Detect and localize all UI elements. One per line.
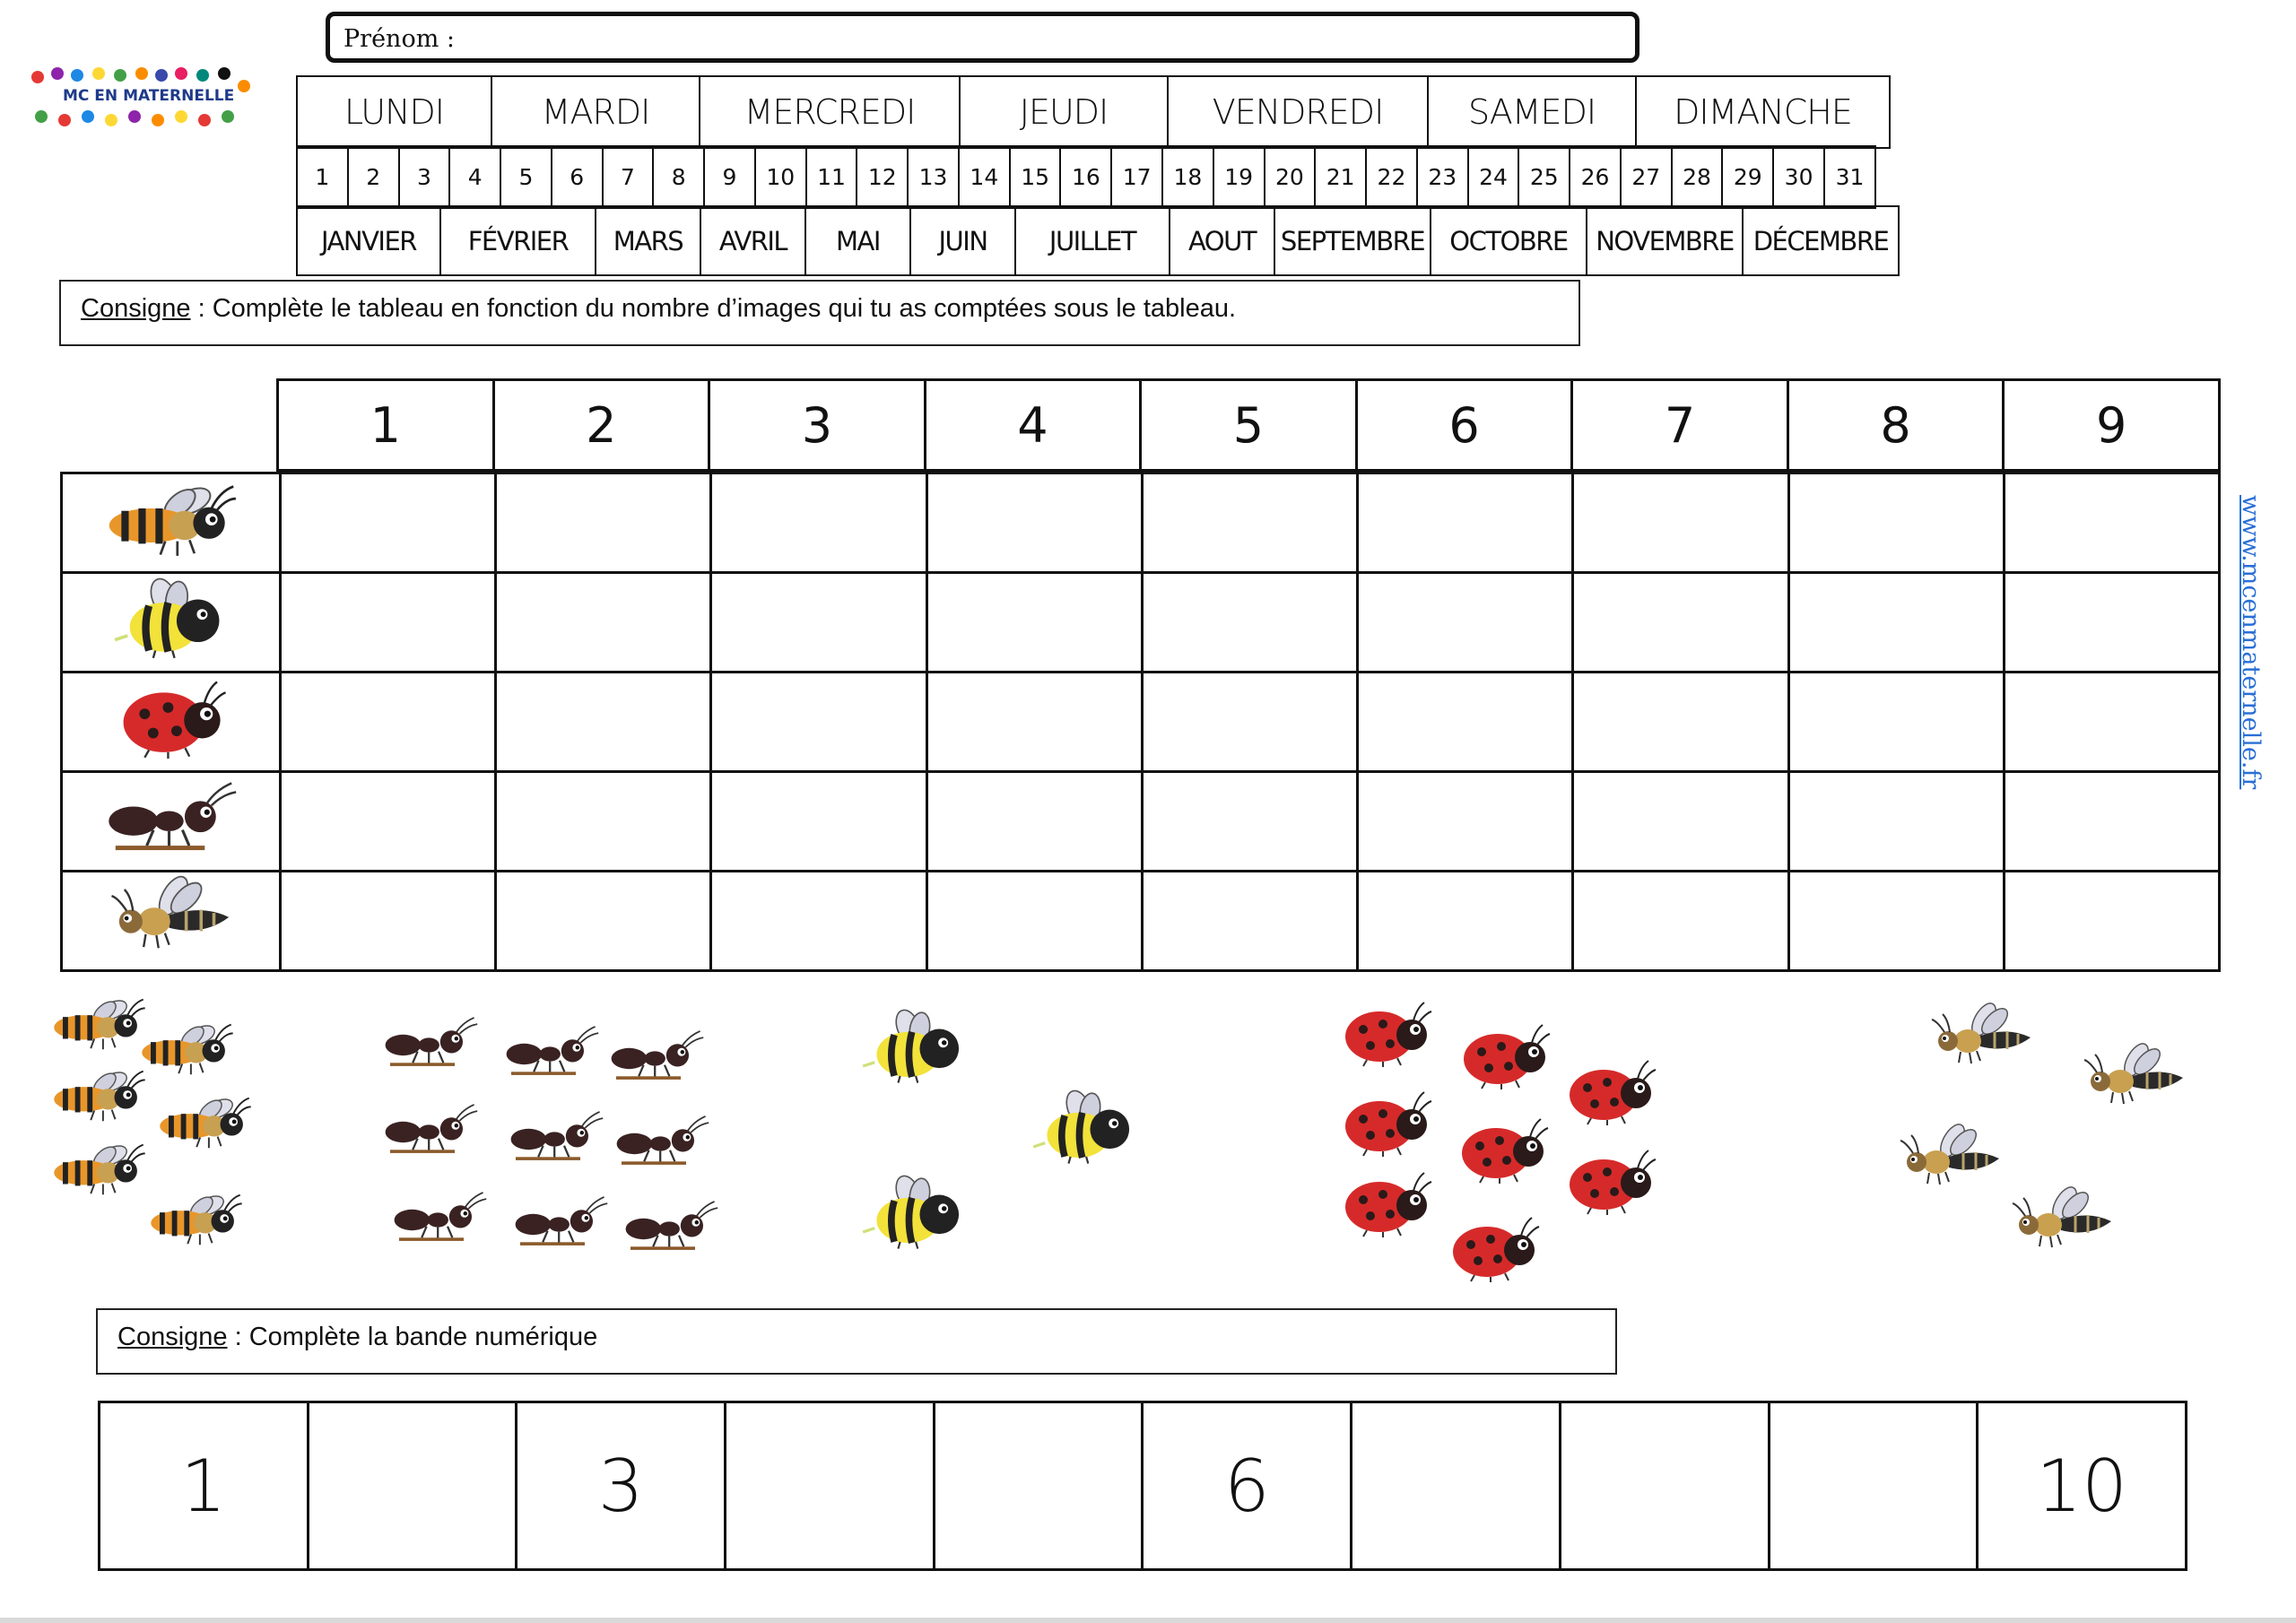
grid-cell[interactable] — [1788, 872, 2004, 971]
grid-cell[interactable] — [496, 473, 711, 573]
band-number: 3 — [517, 1402, 726, 1570]
grid-cell[interactable] — [711, 473, 926, 573]
grid-cell[interactable] — [926, 673, 1142, 772]
grid-cell[interactable] — [926, 772, 1142, 872]
grid-cell[interactable] — [1358, 473, 1573, 573]
calendar-date[interactable]: 8 — [653, 146, 704, 208]
calendar-day: SAMEDI — [1428, 76, 1636, 148]
band-empty-cell[interactable] — [726, 1402, 935, 1570]
calendar-date[interactable]: 19 — [1213, 146, 1265, 208]
instruction-text: : Complète le tableau en fonction du nombre d’images qui tu as comptées sous le tableau. — [190, 294, 1237, 323]
ant-icon — [603, 1022, 710, 1087]
bee-icon — [1928, 1000, 2036, 1072]
logo — [27, 63, 256, 135]
ant-icon — [507, 1188, 614, 1253]
grid-cell[interactable] — [1358, 573, 1573, 673]
number-band — [98, 1401, 2187, 1571]
calendar-date[interactable]: 14 — [959, 146, 1010, 208]
grid-cell[interactable] — [496, 673, 711, 772]
grid-cell[interactable] — [1788, 473, 2004, 573]
calendar-date[interactable]: 18 — [1162, 146, 1213, 208]
calendar-date[interactable]: 22 — [1366, 146, 1417, 208]
wasp-icon — [45, 1132, 152, 1202]
grid-cell[interactable] — [1788, 573, 2004, 673]
calendar-date[interactable]: 4 — [449, 146, 500, 208]
bumblebee-icon — [100, 574, 243, 659]
grid-row — [62, 573, 2220, 673]
calendar-month[interactable]: MAI — [805, 206, 910, 275]
band-empty-cell[interactable] — [308, 1402, 517, 1570]
ant-icon — [608, 1107, 716, 1172]
wasp-icon — [151, 1085, 258, 1155]
bumblebee-icon — [861, 1004, 969, 1085]
calendar-day: MARDI — [491, 76, 700, 148]
calendar-day: JEUDI — [960, 76, 1168, 148]
grid-row — [62, 673, 2220, 772]
grid-cell[interactable] — [281, 573, 496, 673]
calendar-date[interactable]: 3 — [399, 146, 450, 208]
instruction-2 — [96, 1308, 1617, 1375]
grid-cell[interactable] — [281, 473, 496, 573]
grid-cell[interactable] — [711, 772, 926, 872]
ant-icon — [100, 773, 243, 858]
calendar-month[interactable]: MARS — [596, 206, 700, 275]
calendar-month[interactable]: JUILLET — [1015, 206, 1170, 275]
grid-cell[interactable] — [711, 872, 926, 971]
calendar-date[interactable]: 28 — [1672, 146, 1723, 208]
calendar-date[interactable]: 15 — [1010, 146, 1061, 208]
count-grid — [60, 472, 2221, 972]
calendar-date[interactable]: 2 — [348, 146, 399, 208]
bee-icon — [1897, 1121, 2005, 1193]
grid-column-header: 9 — [2004, 380, 2220, 471]
grid-cell[interactable] — [1358, 872, 1573, 971]
website-link[interactable] — [2233, 495, 2269, 790]
calendar-month[interactable]: SEPTEMBRE — [1274, 206, 1431, 275]
calendar-month[interactable]: JANVIER — [297, 206, 440, 275]
grid-column-header: 2 — [493, 380, 709, 471]
calendar-date[interactable]: 27 — [1621, 146, 1672, 208]
grid-cell[interactable] — [1573, 673, 1788, 772]
grid-row — [62, 772, 2220, 872]
prenom-label: Prénom : — [344, 25, 455, 53]
calendar-date[interactable]: 11 — [806, 146, 857, 208]
grid-cell[interactable] — [1142, 772, 1357, 872]
grid-row-icon — [62, 673, 281, 772]
grid-cell[interactable] — [926, 872, 1142, 971]
grid-cell[interactable] — [496, 573, 711, 673]
instruction-label: Consigne — [81, 294, 191, 323]
calendar-date[interactable]: 9 — [704, 146, 755, 208]
grid-cell[interactable] — [2004, 772, 2219, 872]
calendar-day: MERCREDI — [700, 76, 960, 148]
calendar-month[interactable]: AOUT — [1170, 206, 1274, 275]
calendar-day: LUNDI — [297, 76, 491, 148]
calendar-month[interactable]: JUIN — [910, 206, 1015, 275]
grid-row — [62, 473, 2220, 573]
grid-cell[interactable] — [281, 673, 496, 772]
bee-icon — [2009, 1184, 2117, 1255]
grid-column-header: 7 — [1572, 380, 1788, 471]
calendar-date[interactable]: 5 — [500, 146, 552, 208]
calendar-month[interactable]: OCTOBRE — [1431, 206, 1587, 275]
wasp-icon — [142, 1182, 249, 1252]
grid-cell[interactable] — [1573, 573, 1788, 673]
grid-cell[interactable] — [926, 473, 1142, 573]
calendar-date[interactable]: 23 — [1417, 146, 1468, 208]
calendar-date[interactable]: 17 — [1111, 146, 1162, 208]
grid-column-header: 5 — [1141, 380, 1357, 471]
ladybug-icon — [1336, 1085, 1435, 1157]
calendar-date[interactable]: 31 — [1824, 146, 1875, 208]
band-number: 1 — [100, 1402, 309, 1570]
grid-cell[interactable] — [2004, 872, 2219, 971]
grid-column-header: 6 — [1356, 380, 1572, 471]
ant-icon — [498, 1018, 605, 1082]
bee-icon — [2081, 1040, 2188, 1112]
calendar-month[interactable]: DÉCEMBRE — [1743, 206, 1899, 275]
grid-cell[interactable] — [1358, 673, 1573, 772]
ant-icon — [617, 1193, 725, 1257]
calendar-month[interactable]: NOVEMBRE — [1587, 206, 1743, 275]
ladybug-icon — [1444, 1211, 1543, 1282]
ladybug-icon — [1561, 1054, 1659, 1125]
calendar-date[interactable]: 26 — [1570, 146, 1621, 208]
grid-cell[interactable] — [1142, 573, 1357, 673]
calendar-day: DIMANCHE — [1636, 76, 1890, 148]
calendar-date[interactable]: 13 — [908, 146, 959, 208]
wasp-icon — [45, 1058, 152, 1128]
grid-cell[interactable] — [496, 772, 711, 872]
grid-column-header: 3 — [709, 380, 926, 471]
calendar-date[interactable]: 16 — [1060, 146, 1111, 208]
band-empty-cell[interactable] — [1352, 1402, 1561, 1570]
grid-cell[interactable] — [1573, 772, 1788, 872]
grid-cell[interactable] — [1142, 473, 1357, 573]
ladybug-icon — [1561, 1143, 1659, 1215]
grid-cell[interactable] — [496, 872, 711, 971]
calendar-day: VENDREDI — [1168, 76, 1428, 148]
grid-cell[interactable] — [711, 573, 926, 673]
calendar-date[interactable]: 7 — [603, 146, 654, 208]
calendar-month[interactable]: AVRIL — [700, 206, 805, 275]
bumblebee-icon — [861, 1170, 969, 1251]
grid-cell[interactable] — [1573, 473, 1788, 573]
grid-cell[interactable] — [1358, 772, 1573, 872]
grid-cell[interactable] — [1573, 872, 1788, 971]
calendar-days — [296, 75, 1891, 149]
prenom-field[interactable] — [326, 12, 1639, 63]
ladybug-icon — [100, 673, 243, 759]
grid-cell[interactable] — [2004, 573, 2219, 673]
grid-column-header: 8 — [1787, 380, 2004, 471]
ladybug-icon — [1336, 995, 1435, 1067]
calendar-month[interactable]: FÉVRIER — [440, 206, 596, 275]
grid-cell[interactable] — [2004, 473, 2219, 573]
grid-cell[interactable] — [281, 772, 496, 872]
grid-cell[interactable] — [926, 573, 1142, 673]
instruction-text: : Complète la bande numérique — [227, 1323, 598, 1351]
grid-cell[interactable] — [711, 673, 926, 772]
calendar-date[interactable]: 1 — [297, 146, 348, 208]
band-empty-cell[interactable] — [934, 1402, 1143, 1570]
band-empty-cell[interactable] — [1560, 1402, 1769, 1570]
grid-row-icon — [62, 473, 281, 573]
grid-row-icon — [62, 573, 281, 673]
grid-cell[interactable] — [1788, 673, 2004, 772]
grid-cell[interactable] — [1788, 772, 2004, 872]
grid-row-icon — [62, 872, 281, 971]
instruction-1 — [59, 280, 1580, 346]
calendar-numbers — [296, 145, 1876, 209]
ant-icon — [377, 1009, 484, 1073]
ladybug-icon — [1455, 1018, 1553, 1089]
logo-text: MC EN MATERNELLE — [63, 87, 235, 105]
calendar-date[interactable]: 29 — [1722, 146, 1773, 208]
band-number: 6 — [1143, 1402, 1352, 1570]
grid-cell[interactable] — [1142, 872, 1357, 971]
band-number: 10 — [1978, 1402, 2187, 1570]
band-empty-cell[interactable] — [1769, 1402, 1978, 1570]
grid-row — [62, 872, 2220, 971]
grid-cell[interactable] — [2004, 673, 2219, 772]
calendar-date[interactable]: 10 — [755, 146, 806, 208]
calendar-date[interactable]: 25 — [1518, 146, 1570, 208]
grid-row-icon — [62, 772, 281, 872]
grid-cell[interactable] — [1142, 673, 1357, 772]
calendar-date[interactable]: 30 — [1773, 146, 1824, 208]
wasp-icon — [100, 474, 243, 560]
calendar-date[interactable]: 12 — [857, 146, 908, 208]
ant-icon — [502, 1103, 610, 1167]
bottom-border — [0, 1618, 2296, 1623]
calendar-date[interactable]: 24 — [1468, 146, 1519, 208]
ladybug-icon — [1336, 1166, 1435, 1237]
calendar-date[interactable]: 6 — [552, 146, 603, 208]
instruction-label: Consigne — [117, 1323, 228, 1351]
calendar-months — [296, 205, 1900, 276]
grid-column-header: 1 — [278, 380, 494, 471]
bee-icon — [100, 872, 243, 958]
calendar-date[interactable]: 20 — [1265, 146, 1316, 208]
ant-icon — [386, 1184, 493, 1248]
grid-column-header: 4 — [925, 380, 1141, 471]
ant-icon — [377, 1096, 484, 1160]
count-grid-header — [276, 378, 2221, 472]
bumblebee-icon — [1031, 1085, 1139, 1166]
website-text[interactable]: www.mcenmaternelle.fr — [2237, 495, 2265, 790]
ladybug-icon — [1453, 1112, 1552, 1184]
calendar-date[interactable]: 21 — [1315, 146, 1366, 208]
grid-cell[interactable] — [281, 872, 496, 971]
